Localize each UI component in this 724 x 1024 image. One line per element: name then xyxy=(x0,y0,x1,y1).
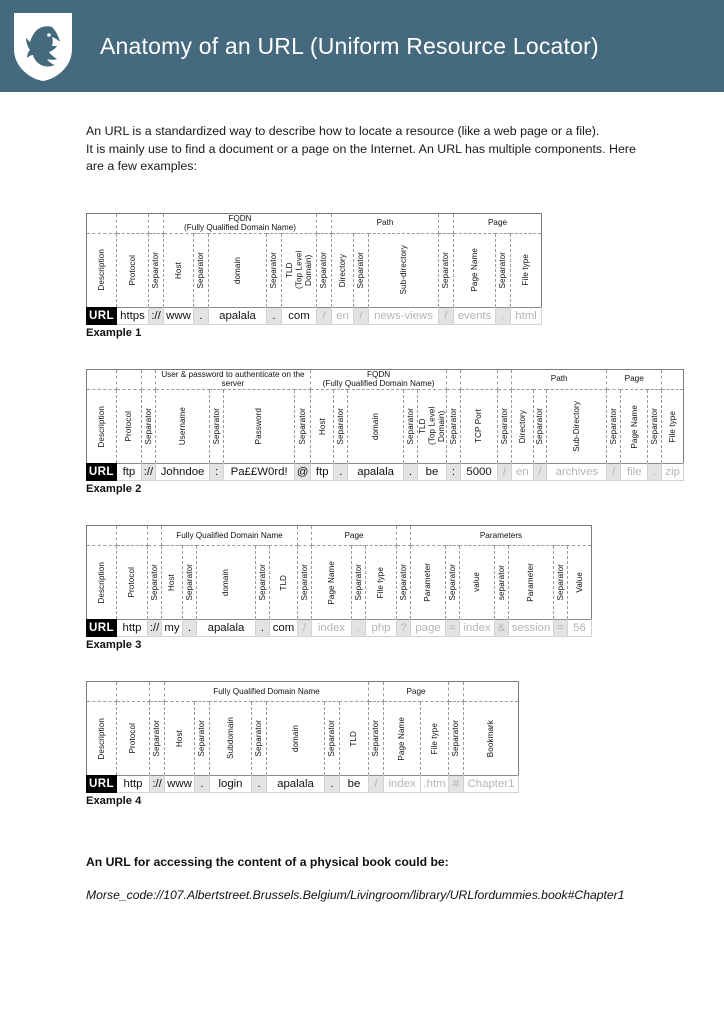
group-header-spacer xyxy=(150,681,165,701)
url-anatomy-table xyxy=(86,681,519,793)
example-label: Example 4 xyxy=(86,794,142,807)
group-header-row xyxy=(87,525,592,545)
url-part: . xyxy=(252,775,267,792)
column-label-page-name: Page Name xyxy=(621,389,648,463)
group-header-spacer xyxy=(142,369,156,389)
column-label-host: Host xyxy=(164,233,194,307)
url-part: & xyxy=(495,619,509,636)
column-label-separator: Separator xyxy=(325,701,340,775)
url-part: session xyxy=(509,619,554,636)
column-label-tld-top-level-domain: TLD (Top Level Domain) xyxy=(417,389,446,463)
column-label-file-type: File type xyxy=(366,545,397,619)
column-label-separator: Separator xyxy=(317,233,332,307)
column-label-separator: Separator xyxy=(148,545,162,619)
column-label-separator: Separator xyxy=(607,389,621,463)
example-label: Example 2 xyxy=(86,482,142,495)
group-header-row xyxy=(87,213,542,233)
column-label-host: Host xyxy=(165,701,195,775)
url-part: apalala xyxy=(348,463,404,480)
example-block xyxy=(86,213,684,339)
column-label-value: Value xyxy=(568,545,592,619)
url-part: . xyxy=(352,619,366,636)
url-part: . xyxy=(334,463,348,480)
column-label-separator: Separator xyxy=(183,545,197,619)
example-block xyxy=(86,525,684,651)
closing-heading: An URL for accessing the content of a physical book could be: xyxy=(86,854,449,869)
url-part: 5000 xyxy=(460,463,497,480)
column-label-subdomain: Subdomain xyxy=(210,701,252,775)
url-part: www xyxy=(164,307,194,324)
group-header-cell: Parameters xyxy=(411,525,592,545)
url-anatomy-table xyxy=(86,213,542,325)
url-part: php xyxy=(366,619,397,636)
url-part: 56 xyxy=(568,619,592,636)
url-part: / xyxy=(533,463,547,480)
url-part: Chapter1 xyxy=(464,775,519,792)
group-header-spacer xyxy=(439,213,454,233)
group-header-spacer xyxy=(397,525,411,545)
group-header-cell: Page xyxy=(454,213,542,233)
url-part: ftp xyxy=(311,463,334,480)
url-part: apalala xyxy=(197,619,256,636)
column-label-row xyxy=(87,545,592,619)
url-badge: URL xyxy=(87,775,117,792)
column-label-separator: Separator xyxy=(354,233,369,307)
column-label-separator: Separator xyxy=(369,701,384,775)
group-header-spacer xyxy=(148,525,162,545)
url-part: www xyxy=(165,775,195,792)
url-part: my xyxy=(162,619,183,636)
column-label-protocol: Protocol xyxy=(117,233,149,307)
url-part: ftp xyxy=(116,463,141,480)
url-anatomy-table xyxy=(86,525,592,637)
group-header-spacer xyxy=(149,213,164,233)
url-part: : xyxy=(210,463,224,480)
column-label-separator: Separator xyxy=(648,389,662,463)
url-part: zip xyxy=(662,463,684,480)
column-label-file-type: File type xyxy=(511,233,542,307)
group-header-cell: Page xyxy=(312,525,397,545)
column-label-protocol: Protocol xyxy=(117,545,148,619)
intro-line-3: are a few examples: xyxy=(86,159,197,173)
url-badge: URL xyxy=(87,619,117,636)
page-title: Anatomy of an URL (Uniform Resource Locator) xyxy=(100,32,599,59)
column-label-separator: Separator xyxy=(210,389,224,463)
url-part: : xyxy=(447,463,461,480)
column-label-separator: Separator xyxy=(352,545,366,619)
column-label-domain: domain xyxy=(197,545,256,619)
url-part: / xyxy=(498,463,512,480)
url-part: http xyxy=(117,775,150,792)
column-label-domain: domain xyxy=(209,233,267,307)
group-header-cell: FQDN (Fully Qualified Domain Name) xyxy=(164,213,317,233)
url-part: . xyxy=(648,463,662,480)
column-label-separator: Separator xyxy=(194,233,209,307)
group-header-cell: Page xyxy=(384,681,449,701)
column-label-parameter: Parameter xyxy=(411,545,446,619)
column-label-tcp-port: TCP Port xyxy=(460,389,497,463)
group-header-spacer xyxy=(116,369,141,389)
intro-paragraph xyxy=(86,123,646,176)
example-label: Example 1 xyxy=(86,326,142,339)
url-part: be xyxy=(340,775,369,792)
url-part: / xyxy=(317,307,332,324)
column-label-separator: Separator xyxy=(496,233,511,307)
group-header-spacer xyxy=(460,369,497,389)
column-label-sub-directory: Sub-directory xyxy=(369,233,439,307)
url-part: html xyxy=(511,307,542,324)
url-part: apalala xyxy=(267,775,325,792)
group-header-cell: Page xyxy=(607,369,662,389)
url-part: @ xyxy=(295,463,311,480)
closing-section xyxy=(86,855,684,902)
group-header-row xyxy=(87,369,684,389)
url-part: . xyxy=(256,619,270,636)
url-part: . xyxy=(404,463,418,480)
group-header-spacer xyxy=(87,681,117,701)
url-part: http xyxy=(117,619,148,636)
url-value-row xyxy=(87,463,684,480)
url-part: :// xyxy=(148,619,162,636)
example-label: Example 3 xyxy=(86,638,142,651)
column-label-row xyxy=(87,389,684,463)
column-label-separator: Separator xyxy=(256,545,270,619)
url-part: . xyxy=(195,775,210,792)
dragon-head-shield-logo xyxy=(12,11,74,83)
url-part: / xyxy=(354,307,369,324)
group-header-spacer xyxy=(87,525,117,545)
column-label-value: value xyxy=(460,545,495,619)
url-badge: URL xyxy=(87,307,117,324)
column-label-row xyxy=(87,233,542,307)
url-part: login xyxy=(210,775,252,792)
column-label-tld: TLD xyxy=(340,701,369,775)
url-part: index xyxy=(312,619,352,636)
column-label-bookmark: Bookmark xyxy=(464,701,519,775)
url-part: .htm xyxy=(421,775,449,792)
url-part: :// xyxy=(149,307,164,324)
column-label-separator: Separator xyxy=(498,389,512,463)
column-label-tld-top-level-domain: TLD (Top Level Domain) xyxy=(282,233,317,307)
column-label-separator: Separator xyxy=(298,545,312,619)
example-block xyxy=(86,369,684,495)
intro-line-2: It is mainly use to find a document or a page on the Internet. An URL has multiple components. Here xyxy=(86,141,636,156)
group-header-cell: FQDN (Fully Qualified Domain Name) xyxy=(311,369,447,389)
column-label-separator: Separator xyxy=(449,701,464,775)
column-label-page-name: Page Name xyxy=(384,701,421,775)
url-part: index xyxy=(460,619,495,636)
url-part: https xyxy=(117,307,149,324)
column-label-file-type: File type xyxy=(662,389,684,463)
group-header-spacer xyxy=(498,369,512,389)
url-part: be xyxy=(417,463,446,480)
url-anatomy-table xyxy=(86,369,684,481)
url-part: com xyxy=(282,307,317,324)
group-header-cell: Fully Qualified Domain Name xyxy=(162,525,298,545)
column-label-separator: Separator xyxy=(150,701,165,775)
url-badge: URL xyxy=(87,463,117,480)
column-label-parameter: Parameter xyxy=(509,545,554,619)
column-label-page-name: Page Name xyxy=(312,545,352,619)
column-label-separator: Separator xyxy=(446,545,460,619)
column-label-file-type: File type xyxy=(421,701,449,775)
column-label-host: Host xyxy=(311,389,334,463)
url-part: en xyxy=(512,463,534,480)
column-label-password: Password xyxy=(224,389,295,463)
column-label-separator: Separator xyxy=(533,389,547,463)
url-part: index xyxy=(384,775,421,792)
column-label-description: Description xyxy=(87,233,117,307)
group-header-spacer xyxy=(449,681,464,701)
url-part: / xyxy=(439,307,454,324)
column-label-separator: Separator xyxy=(439,233,454,307)
group-header-spacer xyxy=(117,525,148,545)
column-label-separator: Separator xyxy=(295,389,311,463)
group-header-cell: Path xyxy=(512,369,607,389)
url-part: / xyxy=(369,775,384,792)
url-part: :// xyxy=(150,775,165,792)
column-label-domain: domain xyxy=(267,701,325,775)
column-label-tld: TLD xyxy=(270,545,298,619)
column-label-page-name: Page Name xyxy=(454,233,496,307)
group-header-spacer xyxy=(317,213,332,233)
column-label-separator: Separator xyxy=(142,389,156,463)
group-header-spacer xyxy=(87,369,117,389)
url-part: Johndoe xyxy=(155,463,209,480)
url-part: . xyxy=(267,307,282,324)
url-part: ? xyxy=(397,619,411,636)
group-header-spacer xyxy=(298,525,312,545)
column-label-separator: Separator xyxy=(252,701,267,775)
url-part: :// xyxy=(142,463,156,480)
url-value-row xyxy=(87,619,592,636)
closing-example-url: Morse_code://107.Albertstreet.Brussels.Belgium/Livingroom/library/URLfordummies.book#Chapter1 xyxy=(86,887,625,902)
column-label-protocol: Protocol xyxy=(117,701,150,775)
url-part: = xyxy=(446,619,460,636)
column-label-protocol: Protocol xyxy=(116,389,141,463)
group-header-cell: User & password to authenticate on the server xyxy=(155,369,310,389)
column-label-directory: Directory xyxy=(512,389,534,463)
column-label-description: Description xyxy=(87,389,117,463)
column-label-separator: Separator xyxy=(334,389,348,463)
url-part: file xyxy=(621,463,648,480)
url-value-row xyxy=(87,775,519,792)
url-part: . xyxy=(325,775,340,792)
group-header-cell: Fully Qualified Domain Name xyxy=(165,681,369,701)
column-label-description: Description xyxy=(87,545,117,619)
url-part: . xyxy=(194,307,209,324)
url-part: # xyxy=(449,775,464,792)
column-label-separator: Separator xyxy=(554,545,568,619)
url-part: archives xyxy=(547,463,607,480)
column-label-separator: Separator xyxy=(397,545,411,619)
intro-line-1: An URL is a standardized way to describe how to locate a resource (like a web page or a file). xyxy=(86,124,600,138)
url-part: / xyxy=(298,619,312,636)
column-label-separator: Separator xyxy=(267,233,282,307)
column-label-domain: domain xyxy=(348,389,404,463)
group-header-spacer xyxy=(117,213,149,233)
url-part: page xyxy=(411,619,446,636)
group-header-spacer xyxy=(87,213,117,233)
column-label-host: Host xyxy=(162,545,183,619)
column-label-separator: Separator xyxy=(404,389,418,463)
url-part: com xyxy=(270,619,298,636)
column-label-row xyxy=(87,701,519,775)
examples-container xyxy=(86,213,684,807)
url-part: events xyxy=(454,307,496,324)
column-label-separator: Separator xyxy=(195,701,210,775)
url-part: / xyxy=(607,463,621,480)
url-part: apalala xyxy=(209,307,267,324)
group-header-spacer xyxy=(369,681,384,701)
group-header-cell: Path xyxy=(332,213,439,233)
column-label-separator: Separator xyxy=(447,389,461,463)
url-part: = xyxy=(554,619,568,636)
url-part: . xyxy=(496,307,511,324)
example-block xyxy=(86,681,684,807)
group-header-row xyxy=(87,681,519,701)
page-content xyxy=(0,123,724,902)
url-part: news-views xyxy=(369,307,439,324)
column-label-sub-directory: Sub-Directory xyxy=(547,389,607,463)
group-header-spacer xyxy=(447,369,461,389)
column-label-directory: Directory xyxy=(332,233,354,307)
group-header-spacer xyxy=(117,681,150,701)
column-label-separator: Separator xyxy=(149,233,164,307)
url-part: en xyxy=(332,307,354,324)
group-header-spacer xyxy=(464,681,519,701)
column-label-username: Username xyxy=(155,389,209,463)
column-label-description: Description xyxy=(87,701,117,775)
url-value-row xyxy=(87,307,542,324)
column-label-separator: separator xyxy=(495,545,509,619)
url-part: Pa££W0rd! xyxy=(224,463,295,480)
page-header-banner xyxy=(0,0,724,92)
url-part: . xyxy=(183,619,197,636)
